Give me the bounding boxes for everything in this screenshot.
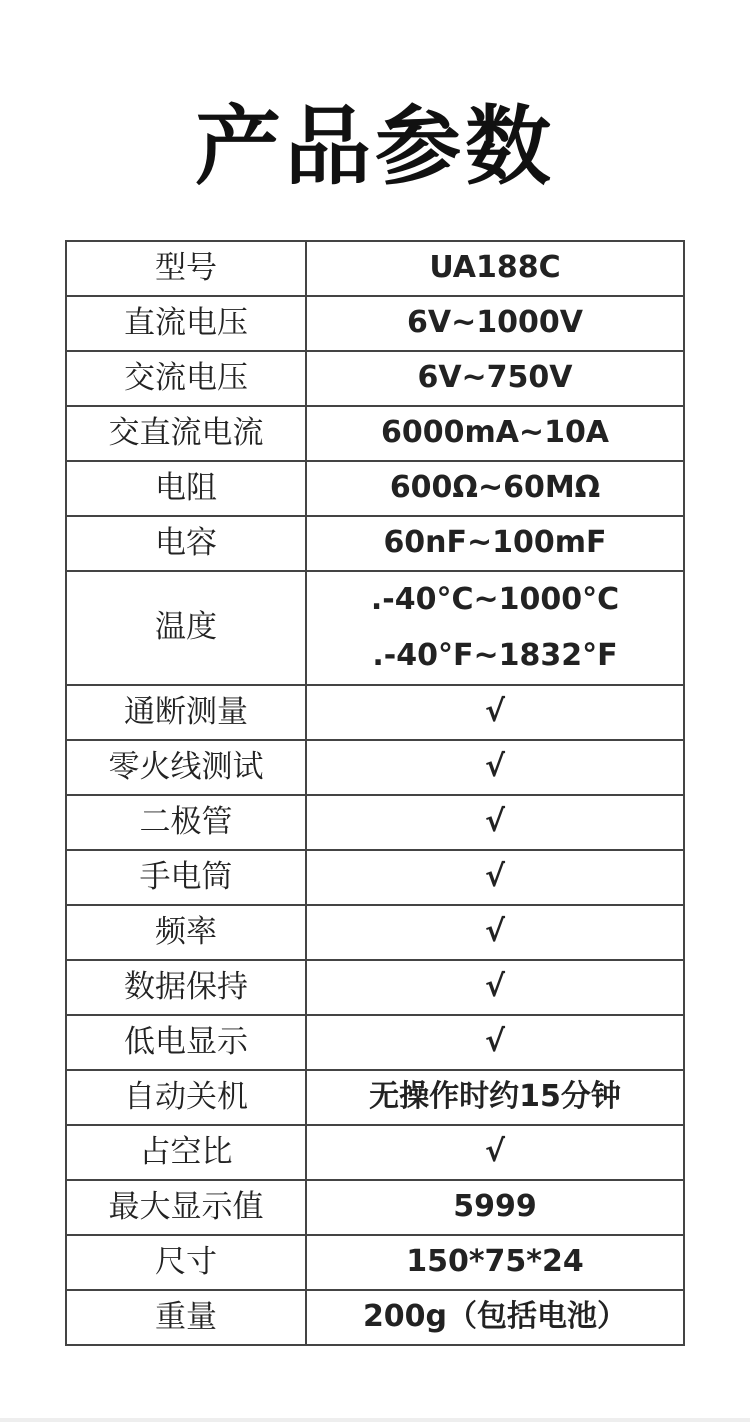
param-label: 交直流电流 [66,406,306,461]
table-row [66,1290,684,1345]
table-row [66,905,684,960]
param-value: 150*75*24 [306,1235,684,1290]
param-value [306,571,684,685]
param-value: 无操作时约15分钟 [306,1070,684,1125]
table-row [66,241,684,296]
param-value: 6000mA~10A [306,406,684,461]
param-value: 200g（包括电池） [306,1290,684,1345]
check-mark: √ [306,740,684,795]
spec-table [65,240,685,1346]
check-mark: √ [306,905,684,960]
param-label: 通断测量 [66,685,306,740]
param-label: 零火线测试 [66,740,306,795]
param-value: 6V~1000V [306,296,684,351]
bottom-divider [0,1418,750,1422]
table-row [66,406,684,461]
param-label: 最大显示值 [66,1180,306,1235]
temperature-fahrenheit-range: .-40°F~1832°F [372,638,618,673]
table-row [66,1125,684,1180]
table-row [66,1180,684,1235]
param-label: 尺寸 [66,1235,306,1290]
table-row [66,1070,684,1125]
check-mark: √ [306,960,684,1015]
check-mark: √ [306,685,684,740]
param-label: 交流电压 [66,351,306,406]
param-label: 数据保持 [66,960,306,1015]
param-value: 5999 [306,1180,684,1235]
param-label: 手电筒 [66,850,306,905]
param-label: 自动关机 [66,1070,306,1125]
param-label: 二极管 [66,795,306,850]
table-row [66,795,684,850]
table-row [66,850,684,905]
param-label: 电容 [66,516,306,571]
check-mark: √ [306,1125,684,1180]
table-row [66,1235,684,1290]
table-row [66,960,684,1015]
check-mark: √ [306,850,684,905]
temperature-celsius-range: .-40°C~1000°C [370,582,620,617]
page-title: 产品参数 [195,97,555,197]
check-mark: √ [306,1015,684,1070]
table-row [66,296,684,351]
table-row [66,1015,684,1070]
table-row [66,740,684,795]
param-value: 60nF~100mF [306,516,684,571]
table-row [66,571,684,685]
table-row [66,516,684,571]
table-row [66,685,684,740]
param-label: 占空比 [66,1125,306,1180]
param-label: 电阻 [66,461,306,516]
param-value: 6V~750V [306,351,684,406]
table-row [66,351,684,406]
param-label: 低电显示 [66,1015,306,1070]
param-value: UA188C [306,241,684,296]
param-label: 重量 [66,1290,306,1345]
param-label: 频率 [66,905,306,960]
param-label: 型号 [66,241,306,296]
param-label: 温度 [66,571,306,685]
check-mark: √ [306,795,684,850]
param-label: 直流电压 [66,296,306,351]
table-row [66,461,684,516]
param-value: 600Ω~60MΩ [306,461,684,516]
